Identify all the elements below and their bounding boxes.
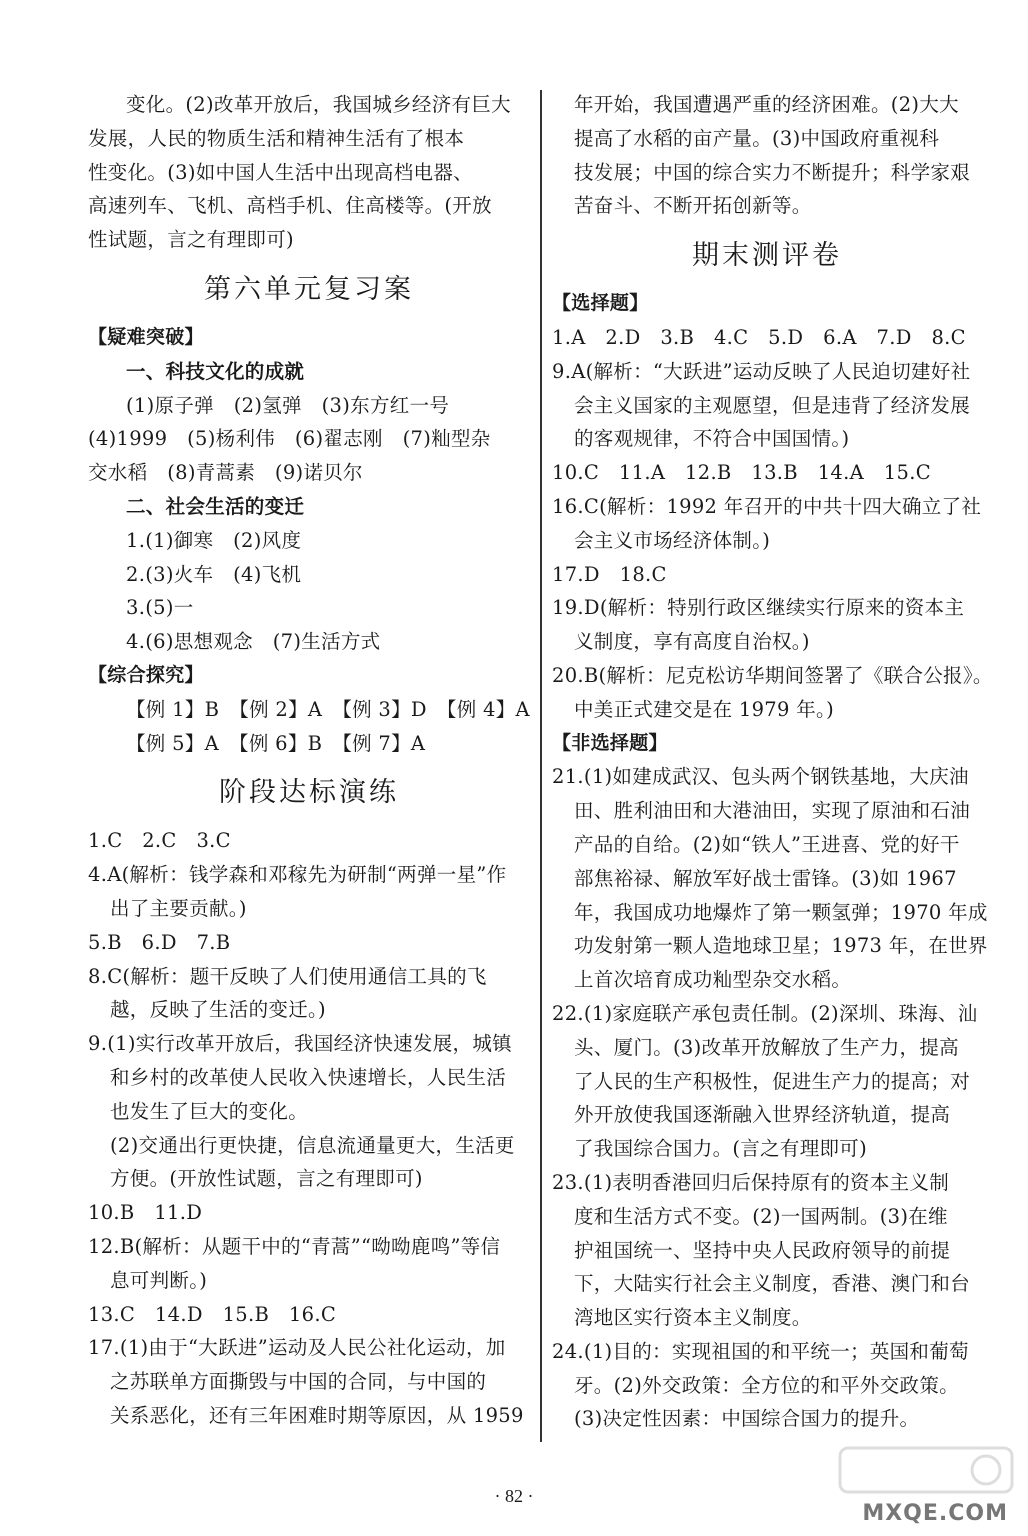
text-line: 1.C 2.C 3.C: [88, 829, 231, 853]
text-line: 10.B 11.D: [88, 1201, 203, 1225]
text-line: (2)交通出行更快捷，信息流通量更大，生活更: [110, 1133, 515, 1157]
left-column: [88, 88, 530, 1433]
text-line: 20.B(解析：尼克松访华期间签署了《联合公报》。: [552, 663, 993, 687]
text-line: 年，我国成功地爆炸了第一颗氢弹；1970 年成: [574, 900, 988, 924]
text-line: 1.(1)御寒 (2)风度: [126, 528, 302, 552]
text-line: 湾地区实行资本主义制度。: [574, 1306, 812, 1330]
text-line: 提高了水稻的亩产量。(3)中国政府重视科: [574, 126, 940, 150]
text-line: 苦奋斗、不断开拓创新等。: [574, 194, 812, 218]
text-line: 【例 5】A 【例 6】B 【例 7】A: [126, 731, 426, 755]
text-line: 4.(6)思想观念 (7)生活方式: [126, 630, 381, 654]
text-line: 21.(1)如建成武汉、包头两个钢铁基地，大庆油: [552, 765, 969, 789]
text-line: 的客观规律，不符合中国国情。): [574, 427, 850, 451]
text-line: 22.(1)家庭联产承包责任制。(2)深圳、珠海、汕: [552, 1001, 978, 1025]
text-line: (3)决定性因素：中国综合国力的提升。: [574, 1407, 920, 1431]
text-line: 头、厦门。(3)改革开放解放了生产力，提高: [574, 1035, 959, 1059]
text-line: 方便。(开放性试题，言之有理即可): [110, 1167, 423, 1191]
text-line: 下，大陆实行社会主义制度，香港、澳门和台: [574, 1272, 971, 1296]
right-column: [552, 88, 993, 1436]
section-heading: 【综合探究】: [88, 663, 204, 686]
text-line: 田、胜利油田和大港油田，实现了原油和石油: [574, 799, 971, 823]
text-line: 交水稻 (8)青蒿素 (9)诺贝尔: [88, 461, 363, 485]
text-line: 变化。(2)改革开放后，我国城乡经济有巨大: [126, 93, 511, 116]
text-line: 5.B 6.D 7.B: [88, 930, 231, 954]
section-heading: 【疑难突破】: [88, 325, 204, 348]
text-line: 4.A(解析：钱学森和邓稼先为研制“两弹一星”作: [88, 863, 507, 887]
subsection-heading: 一、科技文化的成就: [126, 359, 305, 383]
text-line: 性变化。(3)如中国人生活中出现高档电器、: [88, 160, 473, 184]
text-line: 中美正式建交是在 1979 年。): [574, 697, 834, 721]
text-line: 出了主要贡献。): [110, 896, 247, 920]
text-line: 19.D(解析：特别行政区继续实行原来的资本主: [552, 596, 965, 620]
text-line: 12.B(解析：从题干中的“青蒿”“呦呦鹿鸣”等信: [88, 1234, 501, 1258]
text-line: 越，反映了生活的变迁。): [110, 998, 326, 1022]
column-divider: [540, 90, 542, 1442]
page-number: · 82 ·: [494, 1486, 534, 1506]
text-line: 息可判断。): [110, 1268, 208, 1292]
text-line: 外开放使我国逐渐融入世界经济轨道，提高: [574, 1103, 951, 1127]
text-line: (4)1999 (5)杨利伟 (6)翟志刚 (7)籼型杂: [88, 427, 491, 451]
text-line: 会主义国家的主观愿望，但是违背了经济发展: [574, 393, 971, 417]
section-heading: 【选择题】: [552, 292, 649, 315]
text-line: 和乡村的改革使人民收入快速增长，人民生活: [110, 1065, 507, 1089]
text-line: 功发射第一颗人造地球卫星；1973 年，在世界: [574, 934, 988, 958]
text-line: 性试题，言之有理即可): [88, 228, 294, 252]
text-line: 义制度，享有高度自治权。): [574, 630, 810, 654]
text-line: 了我国综合国力。(言之有理即可): [574, 1137, 868, 1161]
text-line: 10.C 11.A 12.B 13.B 14.A 15.C: [552, 461, 931, 485]
text-line: 了人民的生产积极性，促进生产力的提高；对: [574, 1069, 971, 1093]
watermark-text: MXQE.COM: [862, 1501, 1008, 1526]
text-line: 之苏联单方面撕毁与中国的合同，与中国的: [110, 1370, 487, 1394]
text-line: 技发展；中国的综合实力不断提升；科学家艰: [574, 160, 971, 184]
text-line: 9.A(解析：“大跃进”运动反映了人民迫切建好社: [552, 359, 971, 383]
text-line: 部焦裕禄、解放军好战士雷锋。(3)如 1967: [574, 866, 957, 890]
text-line: 9.(1)实行改革开放后，我国经济快速发展，城镇: [88, 1032, 512, 1056]
text-line: 发展，人民的物质生活和精神生活有了根本: [88, 126, 465, 150]
text-line: 8.C(解析：题干反映了人们使用通信工具的飞: [88, 964, 487, 988]
section-heading: 【非选择题】: [552, 731, 668, 754]
text-line: 护祖国统一、坚持中央人民政府领导的前提: [574, 1238, 951, 1262]
text-line: 产品的自给。(2)如“铁人”王进喜、党的好干: [574, 832, 960, 856]
text-line: 高速列车、飞机、高档手机、住高楼等。(开放: [88, 194, 492, 218]
text-line: 1.A 2.D 3.B 4.C 5.D 6.A 7.D 8.C: [552, 325, 966, 349]
text-line: 13.C 14.D 15.B 16.C: [88, 1302, 337, 1326]
text-line: 【例 1】B 【例 2】A 【例 3】D 【例 4】A: [126, 697, 530, 721]
section-title: 第六单元复习案: [204, 273, 414, 305]
text-line: 关系恶化，还有三年困难时期等原因，从 1959: [110, 1403, 524, 1427]
text-line: 上首次培育成功籼型杂交水稻。: [574, 968, 852, 992]
text-line: 17.D 18.C: [552, 562, 667, 586]
text-line: 会主义市场经济体制。): [574, 528, 771, 552]
text-line: 牙。(2)外交政策：全方位的和平外交政策。: [574, 1373, 959, 1397]
text-line: 年开始，我国遭遇严重的经济困难。(2)大大: [574, 93, 959, 116]
text-line: 16.C(解析：1992 年召开的中共十四大确立了社: [552, 494, 982, 518]
section-title: 期末测评卷: [692, 240, 842, 272]
text-line: 度和生活方式不变。(2)一国两制。(3)在维: [574, 1204, 948, 1228]
subsection-heading: 二、社会生活的变迁: [126, 494, 305, 518]
text-line: 24.(1)目的：实现祖国的和平统一；英国和葡萄: [552, 1339, 969, 1363]
text-line: 17.(1)由于“大跃进”运动及人民公社化运动，加: [88, 1336, 506, 1360]
section-title: 阶段达标演练: [219, 777, 399, 809]
text-line: (1)原子弹 (2)氢弹 (3)东方红一号: [126, 393, 450, 417]
text-line: 2.(3)火车 (4)飞机: [126, 562, 302, 586]
text-line: 3.(5)一: [126, 596, 194, 620]
text-line: 也发生了巨大的变化。: [110, 1099, 309, 1123]
text-line: 23.(1)表明香港回归后保持原有的资本主义制: [552, 1170, 950, 1194]
